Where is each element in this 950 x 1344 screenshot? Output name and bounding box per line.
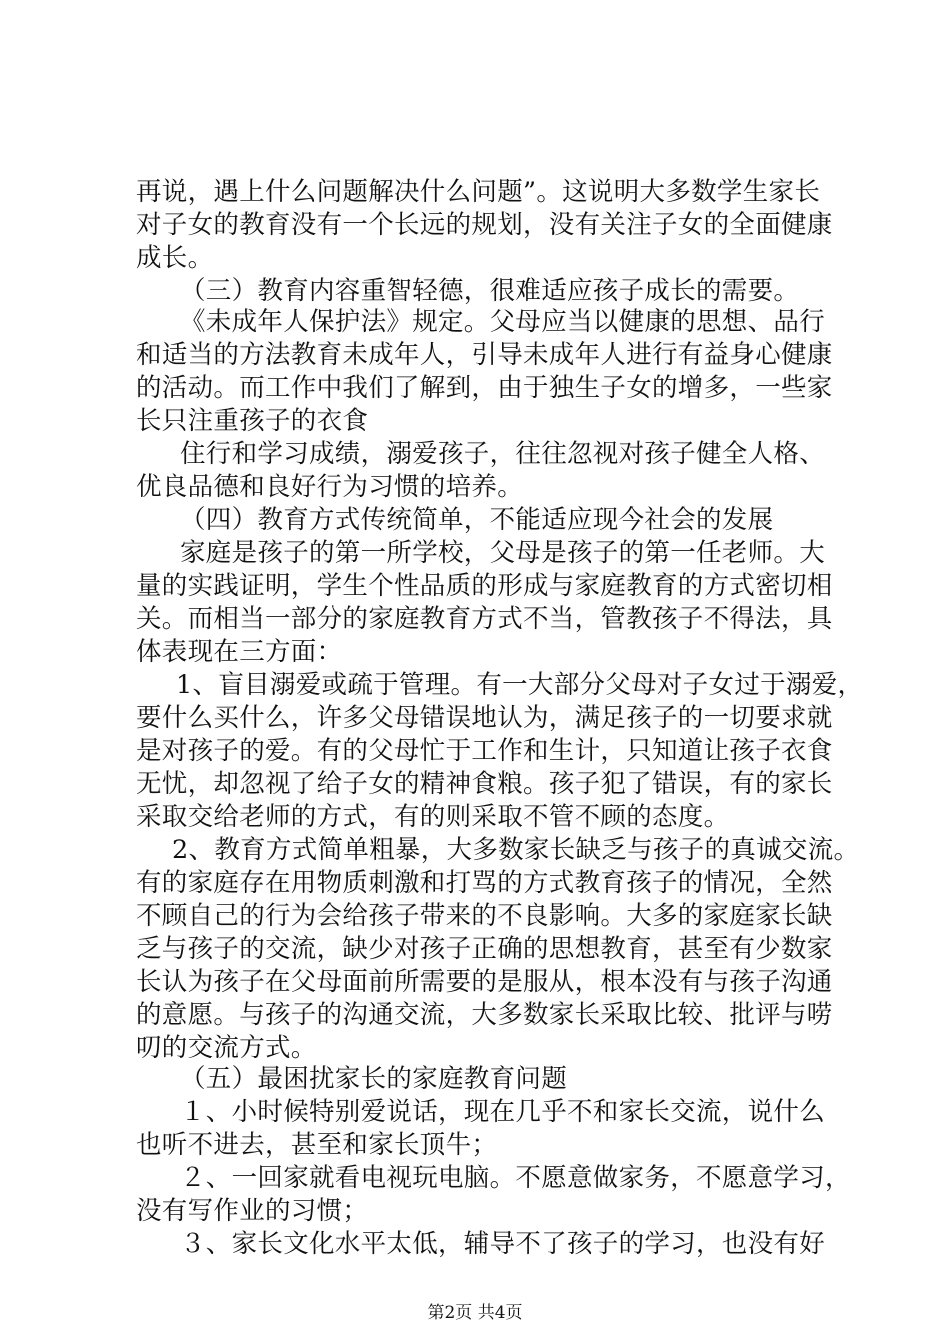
text-line: 《未成年人保护法》规定。父母应当以健康的思想、品行: [180, 307, 826, 337]
text-line: 叨的交流方式。: [136, 1033, 317, 1063]
list-item: １、小时候特别爱说话，现在几乎不和家长交流，说什么: [180, 1097, 826, 1127]
text-line: 量的实践证明，学生个性品质的形成与家庭教育的方式密切相: [136, 571, 833, 601]
section-heading: （三）教育内容重智轻德，很难适应孩子成长的需要。: [180, 276, 800, 306]
text-line: 有的家庭存在用物质刺激和打骂的方式教育孩子的情况，全然: [136, 868, 833, 898]
section-heading: （四）教育方式传统简单，不能适应现今社会的发展: [180, 505, 774, 535]
list-item: 1、盲目溺爱或疏于管理。有一大部分父母对子女过于溺爱，: [176, 670, 864, 700]
list-item: ２、一回家就看电视玩电脑。不愿意做家务，不愿意学习，: [180, 1163, 851, 1193]
text-line: 成长。: [136, 243, 214, 273]
text-line: 的活动。而工作中我们了解到，由于独生子女的增多，一些家: [136, 373, 833, 403]
text-line: 优良品德和良好行为习惯的培养。: [136, 472, 524, 502]
text-line: 的意愿。与孩子的沟通交流，大多数家长采取比较、批评与唠: [136, 1000, 833, 1030]
text-line: 不顾自己的行为会给孩子带来的不良影响。大多的家庭家长缺: [136, 901, 833, 931]
text-line: 关。而相当一部分的家庭教育方式不当，管教孩子不得法，具: [136, 604, 833, 634]
text-line: 长只注重孩子的衣食: [136, 406, 369, 436]
text-line: 再说，遇上什么问题解决什么问题”。这说明大多数学生家长: [136, 177, 821, 207]
page-number-footer: 第2页 共4页: [427, 1303, 523, 1323]
text-line: 没有写作业的习惯；: [136, 1196, 369, 1226]
text-line: 和适当的方法教育未成年人，引导未成年人进行有益身心健康: [136, 340, 833, 370]
text-line: 要什么买什么，许多父母错误地认为，满足孩子的一切要求就: [136, 703, 833, 733]
text-line: 采取交给老师的方式，有的则采取不管不顾的态度。: [136, 802, 730, 832]
text-line: 无忧，却忽视了给子女的精神食粮。孩子犯了错误，有的家长: [136, 769, 833, 799]
text-line: 长认为孩子在父母面前所需要的是服从，根本没有与孩子沟通: [136, 967, 833, 997]
text-line: 家庭是孩子的第一所学校，父母是孩子的第一任老师。大: [180, 538, 826, 568]
text-line: 体表现在三方面：: [136, 637, 343, 667]
section-heading: （五）最困扰家长的家庭教育问题: [180, 1064, 568, 1094]
text-line: 乏与孩子的交流，缺少对孩子正确的思想教育，甚至有少数家: [136, 934, 833, 964]
text-line: 也听不进去，甚至和家长顶牛；: [136, 1130, 498, 1160]
text-line: 住行和学习成绩，溺爱孩子，往往忽视对孩子健全人格、: [180, 439, 826, 469]
list-item: 2、教育方式简单粗暴，大多数家长缺乏与孩子的真诚交流。: [172, 835, 860, 865]
text-line: 对子女的教育没有一个长远的规划，没有关注子女的全面健康: [136, 210, 833, 240]
text-line: 是对孩子的爱。有的父母忙于工作和生计，只知道让孩子衣食: [136, 736, 833, 766]
list-item: ３、家长文化水平太低，辅导不了孩子的学习，也没有好: [180, 1229, 826, 1259]
